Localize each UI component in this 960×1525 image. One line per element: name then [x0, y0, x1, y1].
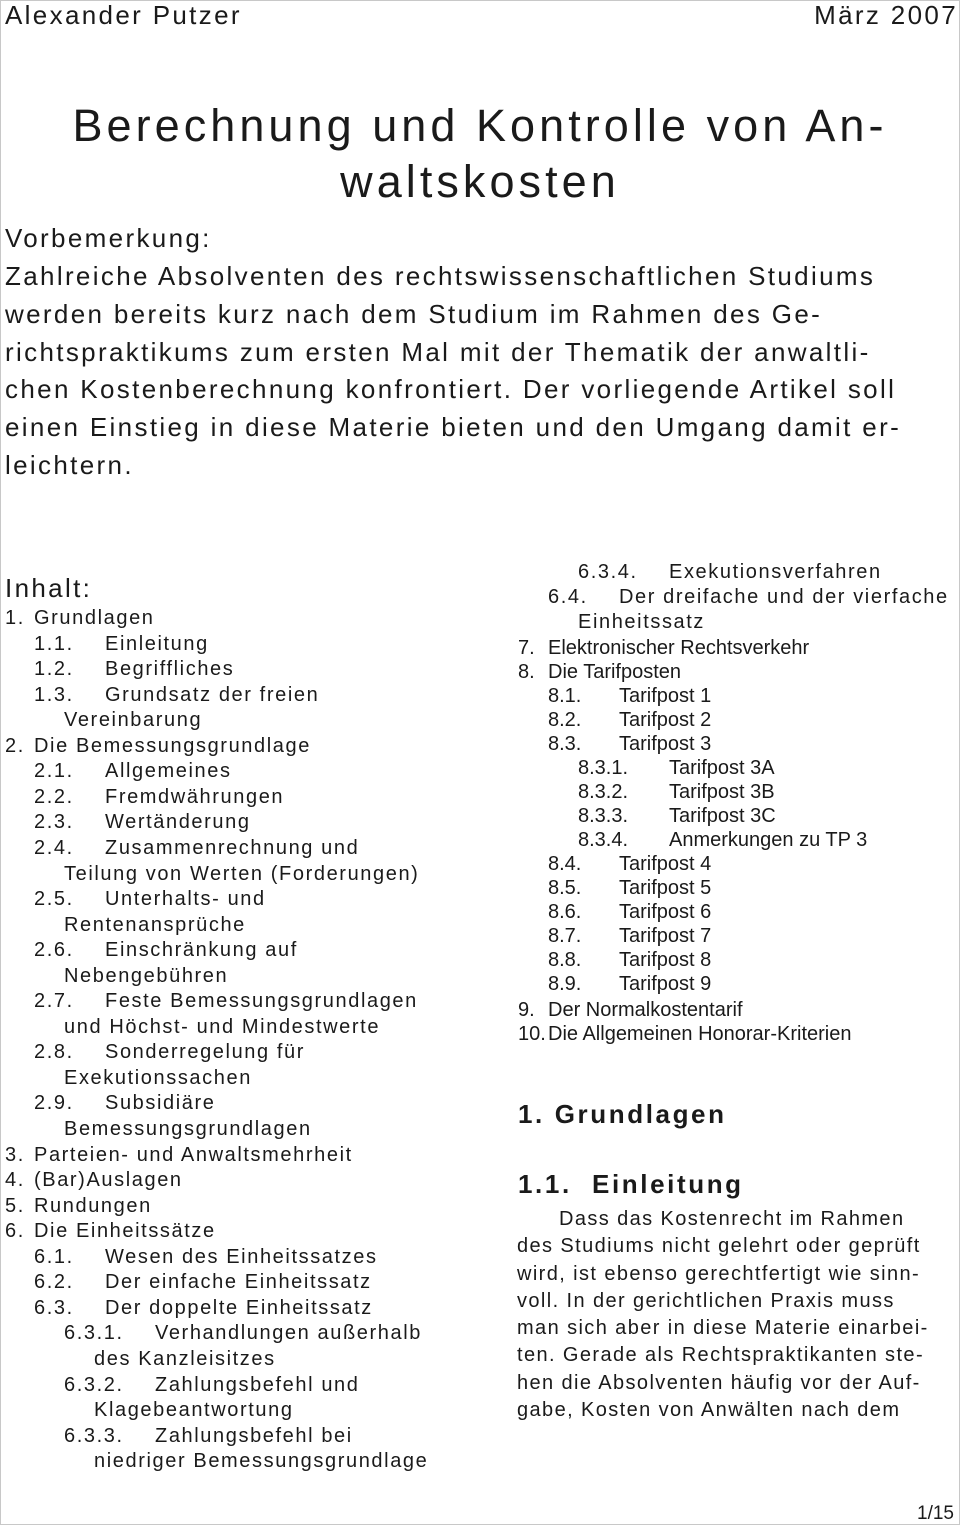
- toc-entry-number: 6.1.: [34, 1245, 74, 1268]
- toc-entry-number: 9.: [518, 999, 535, 1021]
- toc-entry-title: Tarifpost 7: [619, 925, 712, 947]
- toc-entry: [518, 1022, 851, 1046]
- toc-entry-title: Exekutionssachen: [64, 1066, 252, 1089]
- toc-entry: [548, 924, 711, 948]
- toc-entry: [548, 972, 711, 996]
- toc-entry-number: 2.9.: [34, 1092, 74, 1115]
- toc-entry-number: 1.3.: [34, 683, 74, 706]
- toc-entry: [34, 938, 298, 962]
- toc-entry-number: 2.8.: [34, 1041, 74, 1064]
- header-date: März 2007: [814, 0, 958, 30]
- toc-entry-title: Anmerkungen zu TP 3: [669, 829, 868, 851]
- toc-entry-title: Verhandlungen außerhalb: [155, 1322, 422, 1345]
- preface-label: Vorbemerkung:: [5, 223, 212, 253]
- toc-entry-title: Parteien- und Anwaltsmehrheit: [34, 1143, 353, 1166]
- toc-entry-title: Elektronischer Rechtsverkehr: [548, 637, 810, 659]
- preface-line: leichtern.: [5, 449, 134, 480]
- toc-entry: [5, 1194, 152, 1218]
- toc-entry-title: Tarifpost 3: [619, 733, 712, 755]
- toc-entry-title: Tarifpost 8: [619, 949, 712, 971]
- toc-entry-title: Tarifpost 3C: [669, 805, 776, 827]
- toc-entry-title: des Kanzleisitzes: [94, 1347, 276, 1370]
- toc-entry: [548, 732, 711, 756]
- toc-entry: [64, 862, 419, 886]
- toc-entry: [34, 836, 359, 860]
- section-1-1-title: Einleitung: [592, 1169, 744, 1199]
- toc-entry-title: Wertänderung: [105, 811, 251, 834]
- toc-entry-number: 8.: [518, 661, 535, 683]
- toc-entry: [64, 1424, 353, 1448]
- toc-entry-title: Rentenansprüche: [64, 913, 246, 936]
- toc-entry-number: 2.6.: [34, 939, 74, 962]
- toc-entry-number: 7.: [518, 637, 535, 659]
- toc-entry: [578, 780, 775, 804]
- toc-entry: [518, 998, 743, 1022]
- toc-entry: [94, 1398, 294, 1422]
- toc-entry-number: 2.2.: [34, 785, 74, 808]
- toc-entry-number: 8.4.: [548, 853, 582, 875]
- toc-entry-title: Grundlagen: [34, 607, 155, 629]
- toc-entry: [64, 708, 202, 732]
- toc-entry-number: 8.3.3.: [578, 805, 629, 827]
- toc-entry: [34, 759, 232, 783]
- toc-entry-number: 6.3.3.: [64, 1424, 124, 1447]
- toc-entry-title: Unterhalts- und: [105, 888, 266, 911]
- toc-entry-number: 3.: [5, 1143, 25, 1166]
- toc-entry: [34, 1040, 305, 1064]
- body-line: gabe, Kosten von Anwälten nach dem: [517, 1399, 901, 1422]
- section-1-1-number: 1.1.: [518, 1169, 572, 1199]
- toc-entry: [548, 948, 711, 972]
- toc-entry-number: 8.3.: [548, 733, 582, 755]
- toc-entry-title: Tarifpost 3A: [669, 757, 775, 779]
- toc-entry-title: Zahlungsbefehl und: [155, 1373, 360, 1396]
- toc-entry-number: 8.3.2.: [578, 781, 629, 803]
- toc-entry: [5, 1219, 216, 1243]
- toc-entry: [548, 585, 949, 609]
- toc-entry-title: Einleitung: [105, 632, 209, 655]
- toc-entry-title: Grundsatz der freien: [105, 683, 320, 706]
- toc-entry-title: Begriffliches: [105, 658, 235, 681]
- toc-entry-number: 8.8.: [548, 949, 582, 971]
- toc-entry-title: Tarifpost 6: [619, 901, 712, 923]
- toc-entry-number: 2.: [5, 734, 25, 757]
- toc-entry-title: Tarifpost 3B: [669, 781, 775, 803]
- document-title: [0, 98, 960, 210]
- toc-entry: [64, 1066, 252, 1090]
- toc-entry-title: Subsidiäre: [105, 1092, 216, 1115]
- toc-entry-title: Zahlungsbefehl bei: [155, 1424, 353, 1447]
- toc-entry-title: Der dreifache und der vierfache: [619, 586, 949, 608]
- toc-entry-title: Rundungen: [34, 1194, 152, 1217]
- toc-entry: [34, 810, 251, 834]
- toc-entry: [518, 636, 809, 660]
- toc-entry-number: 8.1.: [548, 685, 582, 707]
- toc-entry-title: Tarifpost 2: [619, 709, 712, 731]
- toc-entry-title: Die Allgemeinen Honorar-Kriterien: [548, 1023, 852, 1045]
- toc-entry-title: Der doppelte Einheitssatz: [105, 1296, 373, 1319]
- toc-entry: [64, 1321, 422, 1345]
- toc-entry: [34, 785, 284, 809]
- body-line: ten. Gerade als Rechtspraktikanten ste-: [517, 1344, 925, 1367]
- toc-entry-number: 2.3.: [34, 811, 74, 834]
- toc-entry: [34, 1270, 372, 1294]
- toc-entry-number: 4.: [5, 1169, 25, 1192]
- toc-entry-title: Tarifpost 1: [619, 685, 712, 707]
- toc-entry: [34, 657, 234, 681]
- section-1-heading: 1. Grundlagen: [518, 1099, 727, 1129]
- toc-entry: [34, 632, 209, 656]
- toc-entry-number: 1.1.: [34, 632, 74, 655]
- preface-line: richtspraktikums zum ersten Mal mit der Thematik der anwaltli-: [5, 336, 871, 367]
- body-line: hen die Absolventen häufig vor der Auf-: [517, 1371, 921, 1394]
- toc-entry: [94, 1449, 428, 1473]
- toc-entry-title: und Höchst- und Mindestwerte: [64, 1015, 381, 1038]
- toc-entry-title: Einheitssatz: [578, 611, 706, 633]
- toc-entry: [578, 560, 882, 584]
- toc-entry: [548, 876, 711, 900]
- toc-entry-number: 8.6.: [548, 901, 582, 923]
- toc-entry-title: Fremdwährungen: [105, 785, 285, 808]
- body-line: des Studiums nicht gelehrt oder geprüft: [517, 1235, 921, 1258]
- title-line-2: waltskosten: [340, 156, 620, 207]
- toc-entry-title: niedriger Bemessungsgrundlage: [94, 1450, 429, 1473]
- toc-entry-number: 6.2.: [34, 1271, 74, 1294]
- toc-entry: [518, 660, 681, 684]
- preface-line: Zahlreiche Absolventen des rechtswissenschaftlichen Studiums: [5, 261, 876, 291]
- toc-entry: [548, 900, 711, 924]
- toc-entry-number: 8.3.4.: [578, 829, 629, 851]
- toc-entry: [64, 913, 246, 937]
- toc-entry: [64, 1015, 380, 1039]
- toc-entry-title: Sonderregelung für: [105, 1041, 306, 1064]
- toc-entry-title: Tarifpost 4: [619, 853, 712, 875]
- toc-entry-number: 2.7.: [34, 990, 74, 1013]
- toc-entry-title: Der Normalkostentarif: [548, 999, 743, 1021]
- toc-heading: Inhalt:: [5, 573, 93, 603]
- toc-entry-title: Exekutionsverfahren: [669, 561, 882, 583]
- toc-entry: [34, 989, 418, 1013]
- toc-entry: [34, 887, 266, 911]
- toc-entry-title: Die Bemessungsgrundlage: [34, 734, 311, 757]
- toc-entry: [5, 606, 155, 630]
- toc-entry-title: Teilung von Werten (Forderungen): [64, 862, 420, 885]
- toc-entry-title: Bemessungsgrundlagen: [64, 1118, 312, 1140]
- toc-entry: [94, 1347, 276, 1371]
- toc-entry: [578, 756, 775, 780]
- toc-entry-title: Der einfache Einheitssatz: [105, 1271, 372, 1294]
- toc-entry-title: Die Tarifposten: [548, 661, 682, 683]
- title-line-1: Berechnung und Kontrolle von An-: [72, 100, 888, 151]
- toc-entry-number: 6.3.1.: [64, 1322, 124, 1345]
- toc-entry-number: 2.1.: [34, 760, 74, 783]
- body-line: man sich aber in diese Materie einarbei-: [517, 1317, 929, 1340]
- toc-entry-number: 6.3.2.: [64, 1373, 124, 1396]
- body-line: Dass das Kostenrecht im Rahmen: [559, 1208, 905, 1230]
- toc-entry-title: Tarifpost 5: [619, 877, 712, 899]
- body-line: voll. In der gerichtlichen Praxis muss: [517, 1289, 895, 1312]
- toc-entry: [548, 708, 711, 732]
- toc-entry-number: 1.: [5, 607, 25, 629]
- toc-entry: [578, 828, 867, 852]
- preface-line: einen Einstieg in diese Materie bieten und den Umgang damit er-: [5, 412, 902, 443]
- toc-entry-number: 5.: [5, 1194, 25, 1217]
- toc-entry: [5, 1143, 353, 1167]
- toc-entry: [5, 1168, 183, 1192]
- toc-entry-number: 6.4.: [548, 586, 588, 608]
- toc-entry-title: Allgemeines: [105, 760, 232, 783]
- toc-entry-number: 2.5.: [34, 888, 74, 911]
- toc-entry-title: Vereinbarung: [64, 709, 203, 732]
- section-1-1-heading: [518, 1168, 744, 1200]
- toc-entry: [578, 610, 705, 634]
- preface-body: [5, 258, 955, 485]
- toc-entry-title: Nebengebühren: [64, 964, 229, 987]
- toc-entry: [548, 852, 711, 876]
- toc-entry: [34, 1296, 373, 1320]
- toc-entry: [578, 804, 776, 828]
- toc-entry-title: Zusammenrechnung und: [105, 836, 360, 859]
- toc-entry: [548, 684, 711, 708]
- toc-entry-title: Wesen des Einheitssatzes: [105, 1245, 378, 1268]
- header-author: Alexander Putzer: [5, 0, 242, 30]
- toc-entry-title: (Bar)Auslagen: [34, 1169, 183, 1192]
- toc-entry: [34, 683, 319, 707]
- toc-entry-title: Klagebeantwortung: [94, 1399, 294, 1422]
- toc-entry: [34, 1245, 378, 1269]
- toc-entry: [34, 1091, 216, 1115]
- toc-entry-number: 8.9.: [548, 973, 582, 995]
- body-line: wird, ist ebenso gerechtfertigt wie sinn-: [517, 1262, 921, 1285]
- toc-entry-number: 6.: [5, 1220, 25, 1243]
- toc-entry: [64, 1373, 360, 1397]
- toc-entry-number: 6.3.: [34, 1296, 74, 1319]
- toc-entry-number: 6.3.4.: [578, 561, 638, 583]
- toc-entry: [64, 964, 228, 988]
- section-1-1-body: [517, 1206, 947, 1424]
- preface-line: werden bereits kurz nach dem Studium im Rahmen des Ge-: [5, 298, 823, 329]
- toc-entry-number: 10.: [518, 1023, 546, 1045]
- toc-entry-number: 8.7.: [548, 925, 582, 947]
- toc-entry-title: Einschränkung auf: [105, 939, 298, 962]
- toc-entry-number: 8.5.: [548, 877, 582, 899]
- preface-line: chen Kostenberechnung konfrontiert. Der vorliegende Artikel soll: [5, 374, 897, 405]
- page-number: 1/15: [917, 1503, 954, 1524]
- toc-entry-number: 2.4.: [34, 836, 74, 859]
- toc-entry-number: 1.2.: [34, 658, 74, 681]
- toc-entry-title: Feste Bemessungsgrundlagen: [105, 990, 418, 1013]
- toc-entry-number: 8.3.1.: [578, 757, 629, 779]
- toc-entry-title: Die Einheitssätze: [34, 1220, 216, 1243]
- toc-entry: [64, 1117, 312, 1141]
- toc-entry-number: 8.2.: [548, 709, 582, 731]
- toc-entry: [5, 734, 311, 758]
- toc-entry-title: Tarifpost 9: [619, 973, 712, 995]
